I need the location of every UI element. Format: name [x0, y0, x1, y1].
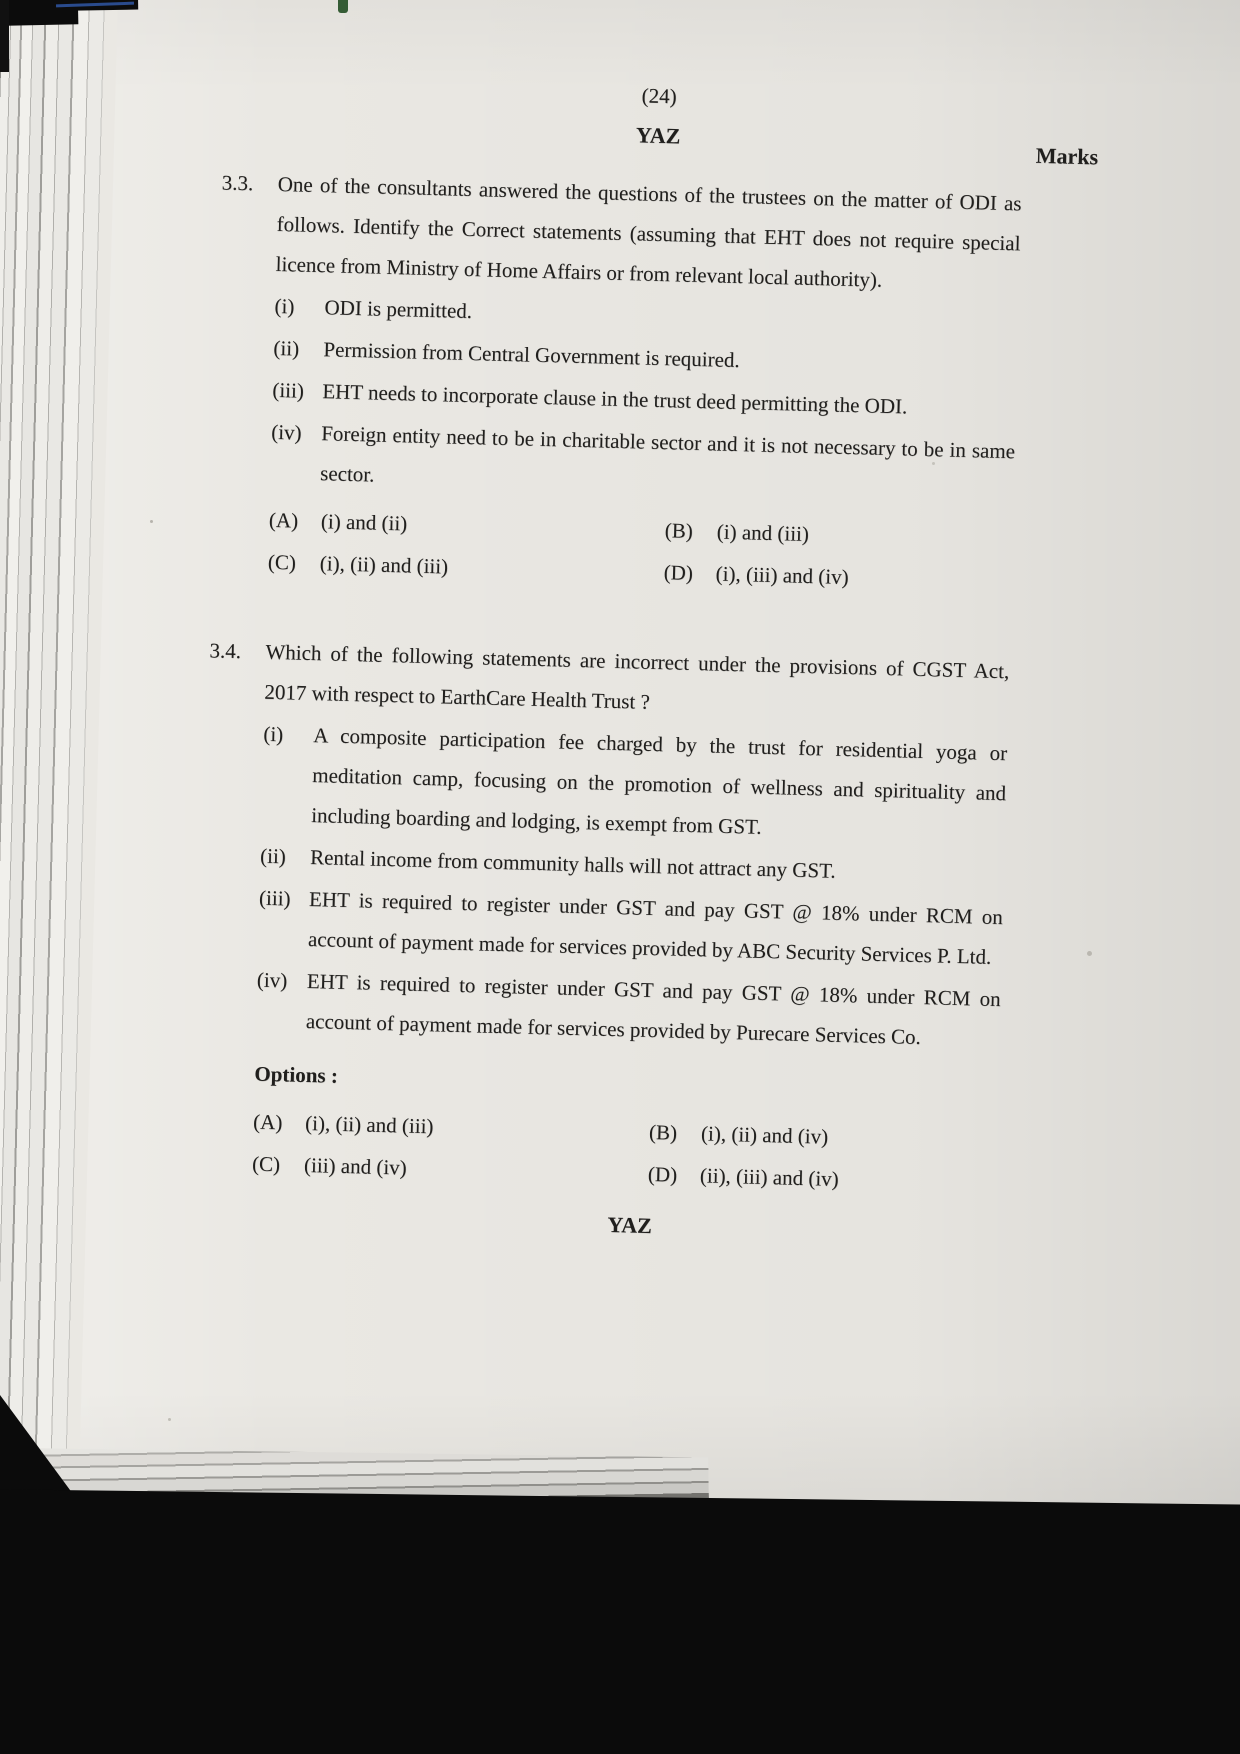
options-grid — [267, 500, 1013, 601]
question-number: 3.4. — [209, 638, 242, 664]
item-text: A composite participation fee charged by the trust for residential yoga or meditation camp, focusing on the promotion of wellness and spirituality and including boarding and lodging, is exempt from GST. — [310, 723, 1008, 839]
option-text: (i), (ii) and (iv) — [700, 1121, 829, 1149]
question-3-3 — [191, 162, 1022, 601]
option-d — [663, 552, 1012, 601]
question-number: 3.3. — [221, 170, 254, 196]
page-number: (24) — [641, 83, 678, 109]
item-text: EHT needs to incorporate clause in the trust deed permitting the ODI. — [322, 379, 908, 419]
paper-code-footer: YAZ — [607, 1211, 653, 1239]
option-c — [267, 542, 664, 592]
option-label: (A) — [268, 507, 299, 533]
option-b — [664, 510, 1013, 559]
option-label: (D) — [663, 560, 694, 585]
item-text: Permission from Central Government is required. — [323, 337, 741, 373]
statement-item — [255, 960, 1001, 1059]
scan-black-bottom-bed — [0, 1489, 1240, 1754]
item-label: (i) — [274, 293, 295, 319]
option-text: (i), (ii) and (iii) — [304, 1110, 434, 1139]
options-grid — [252, 1102, 998, 1203]
option-text: (iii) and (iv) — [303, 1152, 408, 1180]
item-text: Foreign entity need to be in charitable sector and it is not necessary to be in same sector. — [319, 421, 1016, 487]
item-label: (iv) — [270, 419, 302, 445]
question-3-4 — [176, 630, 1010, 1203]
item-text: EHT is required to register under GST and pay GST @ 18% under RCM on account of payment made for services provided by Purecare Services Co. — [305, 968, 1002, 1050]
option-text: (i) and (ii) — [320, 509, 408, 536]
page-content — [174, 60, 1099, 1255]
option-text: (ii), (iii) and (iv) — [699, 1163, 840, 1191]
option-label: (A) — [252, 1109, 283, 1135]
scan-green-mark — [338, 0, 348, 13]
option-c — [252, 1144, 649, 1194]
options-heading: Options : — [254, 1061, 339, 1088]
option-label: (C) — [251, 1151, 281, 1177]
scan-artifact-top-bar-2 — [0, 6, 78, 26]
option-text: (i) and (iii) — [716, 519, 810, 546]
scan-artifact-left-strip — [0, 0, 9, 72]
item-label: (i) — [263, 721, 284, 747]
option-label: (B) — [648, 1119, 678, 1145]
item-label: (iv) — [256, 967, 288, 993]
option-d — [647, 1154, 996, 1203]
statement-list — [255, 714, 1007, 1059]
statement-list — [270, 286, 1019, 511]
statement-item — [270, 412, 1016, 511]
option-label: (C) — [267, 549, 297, 575]
item-text: ODI is permitted. — [324, 295, 473, 324]
item-label: (iii) — [258, 885, 291, 911]
item-label: (ii) — [273, 335, 300, 361]
item-label: (iii) — [272, 377, 305, 403]
option-text: (i), (ii) and (iii) — [319, 551, 449, 579]
option-label: (B) — [664, 518, 694, 543]
option-b — [649, 1112, 998, 1161]
scan-speck — [150, 520, 153, 523]
statement-item — [261, 714, 1008, 853]
question-text: One of the consultants answered the questions of the trustees on the matter of ODI as follows. Identify the Correct statements (assuming that EHT does not require special licence from Ministry of Home Affairs or from relevant local authority). — [275, 171, 1022, 292]
item-text: Rental income from community halls will not attract any GST. — [309, 845, 836, 883]
paper-code-header: YAZ — [635, 122, 681, 149]
option-label: (D) — [647, 1161, 678, 1187]
item-text: EHT is required to register under GST and pay GST @ 18% under RCM on account of payment made for services provided by ABC Security Services P. Ltd. — [307, 887, 1004, 969]
option-text: (i), (iii) and (iv) — [715, 561, 849, 590]
marks-label: Marks — [1035, 142, 1099, 170]
item-label: (ii) — [259, 843, 287, 869]
question-text: Which of the following statements are incorrect under the provisions of CGST Act, 2017 with respect to EarthCare Health Trust ? — [264, 639, 1010, 714]
